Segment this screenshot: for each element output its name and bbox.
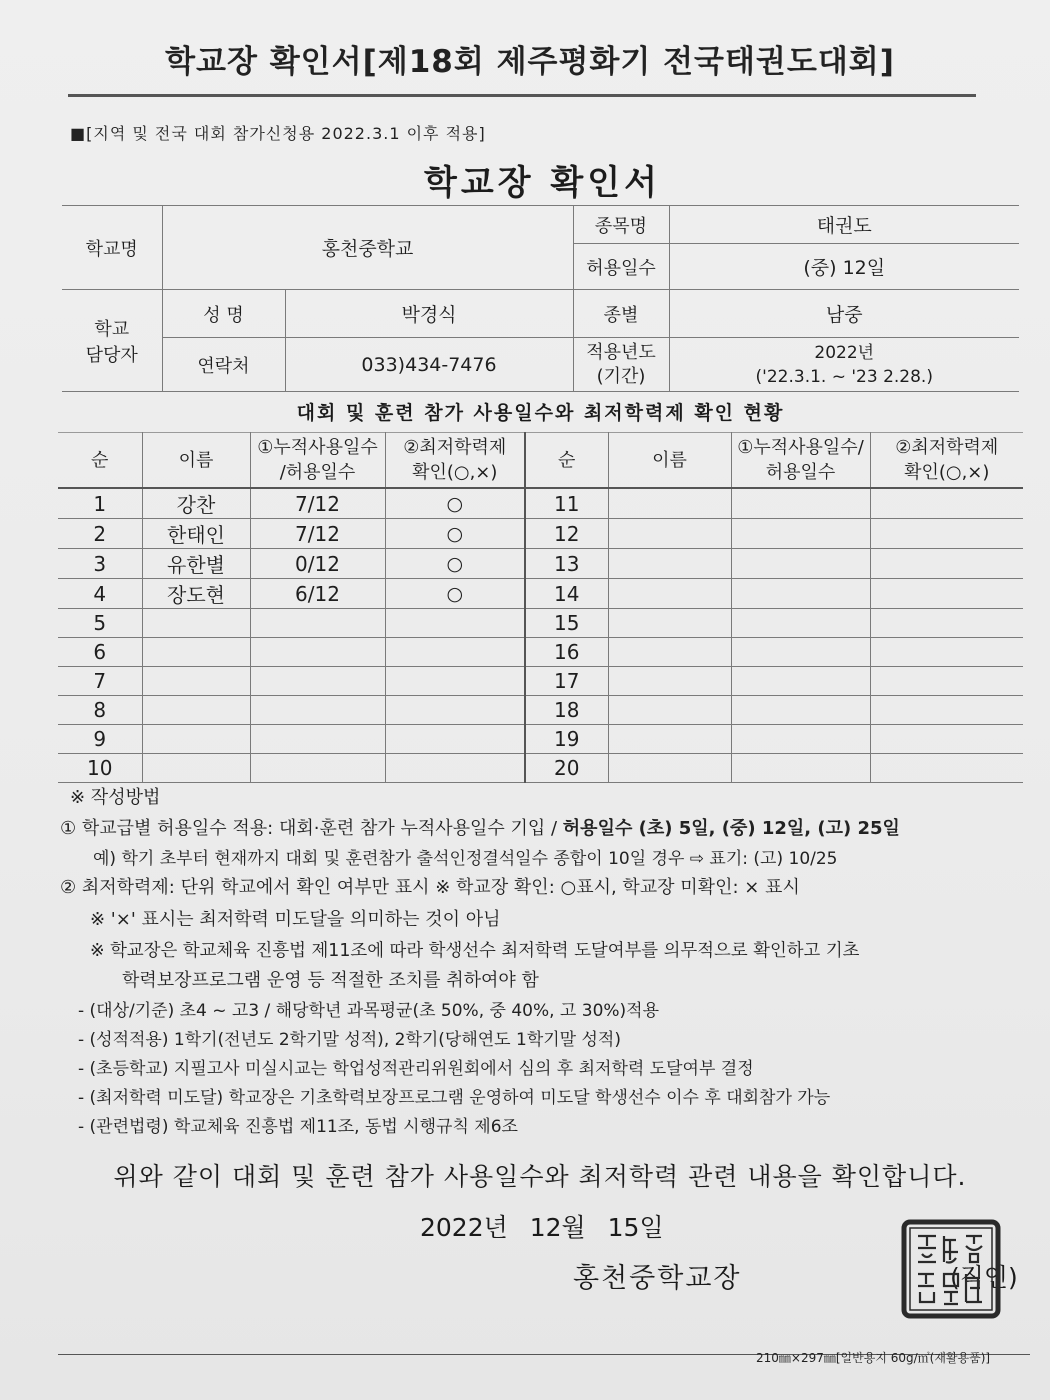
roster-no-right: 18 bbox=[525, 696, 608, 725]
period-label bbox=[573, 338, 669, 392]
manager-label-line1: 학교 bbox=[94, 318, 130, 340]
roster-name-right bbox=[608, 609, 731, 638]
school-name: 홍천중학교 bbox=[162, 206, 573, 290]
roster-name: 장도현 bbox=[142, 579, 250, 609]
roster-check-right bbox=[870, 754, 1023, 783]
category-value: 남중 bbox=[669, 290, 1019, 338]
roster-no: 3 bbox=[58, 549, 142, 579]
roster-name: 강찬 bbox=[142, 488, 250, 519]
note-1-bold: 허용일수 (초) 5일, (중) 12일, (고) 25일 bbox=[562, 818, 900, 839]
roster-days-right bbox=[731, 754, 870, 783]
header-days-right bbox=[731, 433, 870, 489]
roster-name-right bbox=[608, 519, 731, 549]
notes-heading: ※ 작성방법 bbox=[70, 787, 161, 808]
roster-days: 6/12 bbox=[250, 579, 385, 609]
roster-check bbox=[385, 725, 525, 754]
roster-days-right bbox=[731, 696, 870, 725]
roster-check-right bbox=[870, 579, 1023, 609]
roster-days bbox=[250, 667, 385, 696]
roster-days: 0/12 bbox=[250, 549, 385, 579]
manager-name: 박경식 bbox=[285, 290, 573, 338]
header-name: 이름 bbox=[142, 433, 250, 489]
roster-no-right: 15 bbox=[525, 609, 608, 638]
roster-name-right bbox=[608, 549, 731, 579]
roster-no-right: 19 bbox=[525, 725, 608, 754]
note-1 bbox=[60, 814, 900, 840]
roster-days-right bbox=[731, 609, 870, 638]
roster-no: 8 bbox=[58, 696, 142, 725]
roster-check-right bbox=[870, 488, 1023, 519]
note-2-b: ※ 학교장은 학교체육 진흥법 제11조에 따라 학생선수 최저학력 도달여부를 의무적으로 확인하고 기초 bbox=[90, 941, 860, 961]
roster-no: 10 bbox=[58, 754, 142, 783]
roster-no: 7 bbox=[58, 667, 142, 696]
roster-check: ○ bbox=[385, 488, 525, 519]
header-check-right-line1: ②최저학력제 bbox=[895, 437, 999, 458]
roster-no-right: 16 bbox=[525, 638, 608, 667]
roster-name-right bbox=[608, 696, 731, 725]
roster-name-right bbox=[608, 667, 731, 696]
roster-no-right: 14 bbox=[525, 579, 608, 609]
header-divider bbox=[68, 94, 976, 97]
roster-no: 4 bbox=[58, 579, 142, 609]
detail-laws: - (관련법령) 학교체육 진흥법 제11조, 동법 시행규칙 제6조 bbox=[78, 1117, 518, 1137]
roster-name-right bbox=[608, 754, 731, 783]
roster-check bbox=[385, 667, 525, 696]
roster-days bbox=[250, 754, 385, 783]
header-check bbox=[385, 433, 525, 489]
roster-row bbox=[58, 549, 1023, 579]
header-check-right bbox=[870, 433, 1023, 489]
roster-name bbox=[142, 725, 250, 754]
roster-header-row bbox=[58, 433, 1023, 489]
roster-days: 7/12 bbox=[250, 519, 385, 549]
note-1-example: 예) 학기 초부터 현재까지 대회 및 훈련참가 출석인정결석일수 종합이 10일 경우 ⇨ 표기: (고) 10/25 bbox=[93, 849, 838, 869]
period-value bbox=[669, 338, 1019, 392]
header-days-right-line2: 허용일수 bbox=[765, 462, 836, 483]
roster-days-right bbox=[731, 725, 870, 754]
sport-value: 태권도 bbox=[669, 206, 1019, 244]
roster-days bbox=[250, 696, 385, 725]
year-value: 2022년 bbox=[814, 342, 875, 363]
header-days bbox=[250, 433, 385, 489]
subtitle: ■[지역 및 전국 대회 참가신청용 2022.3.1 이후 적용] bbox=[70, 124, 486, 143]
roster-row bbox=[58, 579, 1023, 609]
sport-label: 종목명 bbox=[573, 206, 669, 244]
roster-check bbox=[385, 609, 525, 638]
roster-days-right bbox=[731, 579, 870, 609]
document-title: 학교장 확인서 bbox=[424, 163, 661, 203]
header-no: 순 bbox=[58, 433, 142, 489]
roster-row bbox=[58, 519, 1023, 549]
roster-days-right bbox=[731, 638, 870, 667]
roster-row bbox=[58, 609, 1023, 638]
header-check-line2: 확인(○,×) bbox=[412, 462, 498, 483]
note-2-a: ※ '×' 표시는 최저학력 미도달을 의미하는 것이 아님 bbox=[90, 909, 501, 930]
roster-no-right: 13 bbox=[525, 549, 608, 579]
roster-check-right bbox=[870, 696, 1023, 725]
header-name-right: 이름 bbox=[608, 433, 731, 489]
info-table bbox=[62, 205, 1019, 392]
roster-row bbox=[58, 696, 1023, 725]
roster-table bbox=[58, 432, 1023, 783]
roster-name-right bbox=[608, 725, 731, 754]
header-no-right: 순 bbox=[525, 433, 608, 489]
official-seal-stamp bbox=[900, 1218, 1002, 1320]
roster-name bbox=[142, 667, 250, 696]
period-label-line1: 적용년도 bbox=[586, 341, 656, 363]
header-days-right-line1: ①누적사용일수/ bbox=[737, 437, 864, 458]
roster-name bbox=[142, 754, 250, 783]
roster-no-right: 12 bbox=[525, 519, 608, 549]
detail-below-min: - (최저학력 미도달) 학교장은 기초학력보장프로그램 운영하여 미도달 학생선수 이수 후 대회참가 가능 bbox=[78, 1088, 831, 1108]
roster-days-right bbox=[731, 667, 870, 696]
roster-check bbox=[385, 638, 525, 667]
roster-no: 5 bbox=[58, 609, 142, 638]
roster-days: 7/12 bbox=[250, 488, 385, 519]
allowed-days-label: 허용일수 bbox=[573, 244, 669, 290]
roster-name-right bbox=[608, 488, 731, 519]
period-range: ('22.3.1. ~ '23 2.28.) bbox=[755, 366, 933, 387]
roster-check-right bbox=[870, 638, 1023, 667]
school-label: 학교명 bbox=[62, 206, 162, 290]
roster-no-right: 17 bbox=[525, 667, 608, 696]
allowed-days-value: (중) 12일 bbox=[669, 244, 1019, 290]
roster-check-right bbox=[870, 519, 1023, 549]
manager-label bbox=[62, 290, 162, 392]
roster-no: 2 bbox=[58, 519, 142, 549]
roster-check-right bbox=[870, 667, 1023, 696]
detail-target: - (대상/기준) 초4 ~ 고3 / 해당학년 과목평균(초 50%, 중 40%, 고 30%)적용 bbox=[78, 1001, 660, 1021]
header-check-right-line2: 확인(○,×) bbox=[904, 462, 990, 483]
roster-row bbox=[58, 488, 1023, 519]
category-label: 종별 bbox=[573, 290, 669, 338]
roster-no: 1 bbox=[58, 488, 142, 519]
seal-glyphs bbox=[918, 1236, 982, 1304]
roster-row bbox=[58, 667, 1023, 696]
roster-name: 한태인 bbox=[142, 519, 250, 549]
name-label: 성 명 bbox=[162, 290, 285, 338]
header-check-line1: ②최저학력제 bbox=[403, 437, 507, 458]
contact-label: 연락처 bbox=[162, 338, 285, 392]
roster-no: 6 bbox=[58, 638, 142, 667]
roster-name bbox=[142, 696, 250, 725]
manager-label-line2: 담당자 bbox=[85, 344, 138, 366]
roster-no: 9 bbox=[58, 725, 142, 754]
roster-title: 대회 및 훈련 참가 사용일수와 최저학력제 확인 현황 bbox=[296, 402, 785, 424]
roster-no-right: 11 bbox=[525, 488, 608, 519]
detail-elementary: - (초등학교) 지필고사 미실시교는 학업성적관리위원회에서 심의 후 최저학력 도달여부 결정 bbox=[78, 1059, 754, 1079]
roster-days-right bbox=[731, 549, 870, 579]
roster-name bbox=[142, 609, 250, 638]
seal-label: (직인) bbox=[950, 1263, 1018, 1292]
roster-check-right bbox=[870, 725, 1023, 754]
roster-days bbox=[250, 638, 385, 667]
roster-name-right bbox=[608, 579, 731, 609]
roster-check: ○ bbox=[385, 579, 525, 609]
roster-days-right bbox=[731, 488, 870, 519]
roster-row bbox=[58, 638, 1023, 667]
roster-check bbox=[385, 696, 525, 725]
roster-days bbox=[250, 609, 385, 638]
confirmation-statement: 위와 같이 대회 및 훈련 참가 사용일수와 최저학력 관련 내용을 확인합니다. bbox=[113, 1162, 967, 1191]
roster-days bbox=[250, 725, 385, 754]
note-2: ② 최저학력제: 단위 학교에서 확인 여부만 표시 ※ 학교장 확인: ○표시, 학교장 미확인: × 표시 bbox=[60, 877, 800, 898]
header-days-line2: /허용일수 bbox=[279, 462, 356, 483]
roster-no-right: 20 bbox=[525, 754, 608, 783]
paper-spec-footer: 210㎜×297㎜[일반용지 60g/㎡(재활용품)] bbox=[756, 1351, 991, 1365]
detail-grades: - (성적적용) 1학기(전년도 2학기말 성적), 2학기(당해연도 1학기말 성적) bbox=[78, 1030, 621, 1050]
roster-check-right bbox=[870, 609, 1023, 638]
header-title: 학교장 확인서[제18회 제주평화기 전국태권도대회] bbox=[165, 44, 895, 80]
note-2-c: 학력보장프로그램 운영 등 적절한 조치를 취하여야 함 bbox=[122, 970, 539, 991]
roster-days-right bbox=[731, 519, 870, 549]
roster-name bbox=[142, 638, 250, 667]
issue-date: 2022년 12월 15일 bbox=[420, 1213, 664, 1242]
roster-check: ○ bbox=[385, 549, 525, 579]
roster-check-right bbox=[870, 549, 1023, 579]
roster-row bbox=[58, 725, 1023, 754]
roster-name-right bbox=[608, 638, 731, 667]
period-label-line2: (기간) bbox=[596, 365, 646, 387]
roster-check: ○ bbox=[385, 519, 525, 549]
roster-check bbox=[385, 754, 525, 783]
roster-row bbox=[58, 754, 1023, 783]
roster-name: 유한별 bbox=[142, 549, 250, 579]
contact-value: 033)434-7476 bbox=[285, 338, 573, 392]
note-1-text: ① 학교급별 허용일수 적용: 대회·훈련 참가 누적사용일수 기입 / bbox=[60, 818, 563, 839]
header-days-line1: ①누적사용일수 bbox=[257, 437, 378, 458]
principal-name: 홍천중학교장 bbox=[573, 1263, 742, 1294]
